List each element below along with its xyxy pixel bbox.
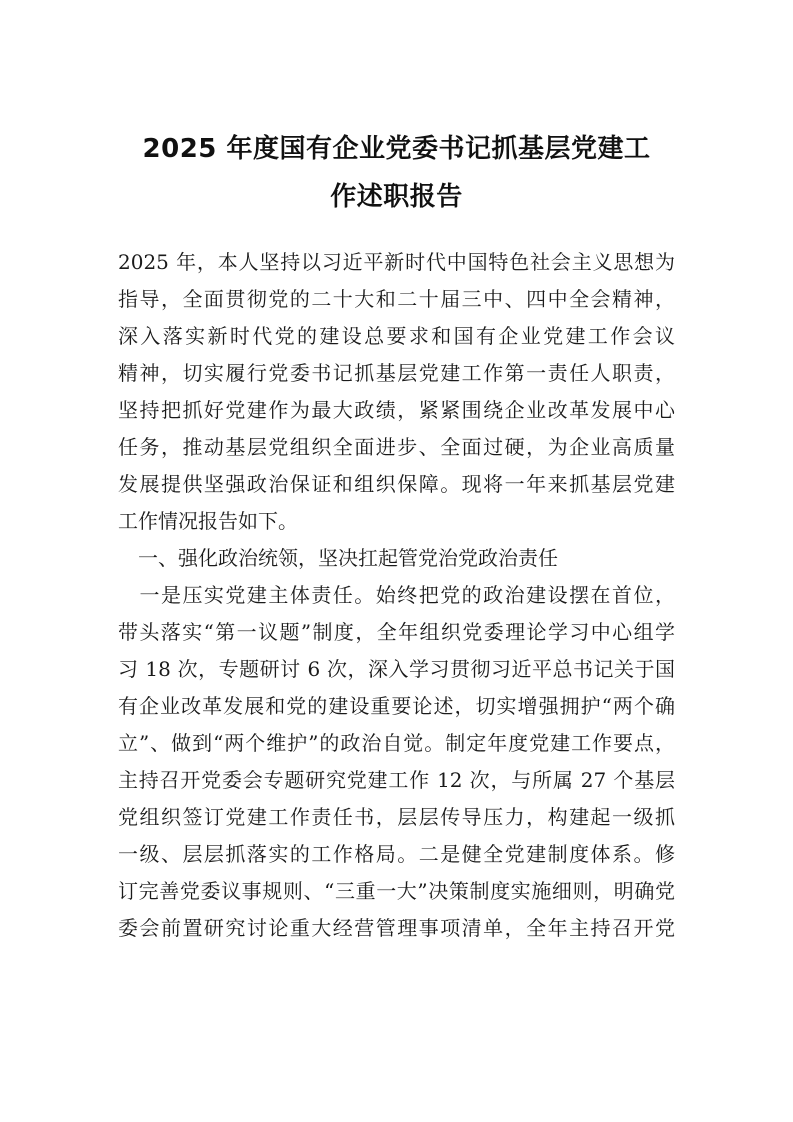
body-line: 2025 年，本人坚持以习近平新时代中国特色社会主义思想为 (118, 250, 675, 274)
body-line: 党组织签订党建工作责任书，层层传导压力，构建起一级抓 (118, 805, 675, 829)
body-line: 主持召开党委会专题研究党建工作 12 次，与所属 27 个基层 (118, 768, 675, 792)
body-line: 任务，推动基层党组织全面进步、全面过硬，为企业高质量 (118, 435, 675, 459)
document-title-line-2: 作述职报告 (330, 182, 463, 212)
body-line: 习 18 次，专题研讨 6 次，深入学习贯彻习近平总书记关于国 (118, 657, 675, 681)
body-line: 坚持把抓好党建作为最大政绩，紧紧围绕企业改革发展中心 (118, 398, 675, 422)
body-line: 指导，全面贯彻党的二十大和二十届三中、四中全会精神， (118, 287, 675, 311)
body-line: 发展提供坚强政治保证和组织保障。现将一年来抓基层党建 (118, 472, 675, 496)
body-line: 深入落实新时代党的建设总要求和国有企业党建工作会议 (118, 324, 675, 348)
body-line: 一是压实党建主体责任。始终把党的政治建设摆在首位， (118, 583, 675, 607)
body-line: 订完善党委议事规则、“三重一大”决策制度实施细则，明确党 (118, 879, 675, 903)
body-line: 立”、做到“两个维护”的政治自觉。制定年度党建工作要点， (118, 731, 675, 755)
section-heading: 一、强化政治统领，坚决扛起管党治党政治责任 (118, 546, 558, 570)
document-title-line-1: 2025 年度国有企业党委书记抓基层党建工 (142, 134, 651, 164)
body-line: 有企业改革发展和党的建设重要论述，切实增强拥护“两个确 (118, 694, 675, 718)
body-line: 委会前置研究讨论重大经营管理事项清单，全年主持召开党 (118, 916, 675, 940)
body-line: 一级、层层抓落实的工作格局。二是健全党建制度体系。修 (118, 842, 675, 866)
body-line: 带头落实“第一议题”制度，全年组织党委理论学习中心组学 (118, 620, 675, 644)
body-line: 精神，切实履行党委书记抓基层党建工作第一责任人职责， (118, 361, 675, 385)
body-line: 工作情况报告如下。 (118, 509, 298, 533)
